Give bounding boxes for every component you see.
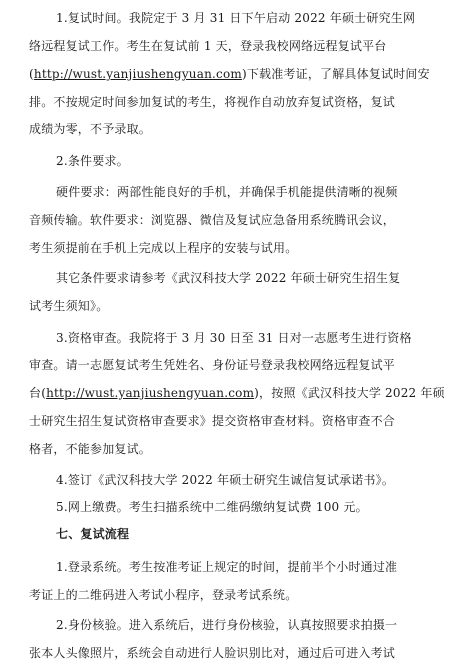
- paragraph-line: 硬件要求：两部性能良好的手机，并确保手机能提供清晰的视频: [56, 185, 398, 199]
- paragraph-line: 考证上的二维码进入考试小程序，登录考试系统。: [29, 588, 298, 602]
- paragraph-line: 格者，不能参加复试。: [29, 442, 152, 456]
- paragraph-line: 士研究生招生复试资格审查要求》提交资格审查材料。资格审查不合: [29, 414, 396, 428]
- paragraph-line: 络远程复试工作。考生在复试前 1 天，登录我校网络远程复试平台: [29, 39, 387, 53]
- paragraph-line: 3.资格审查。我院将于 3 月 30 日至 31 日对一志愿考生进行资格: [56, 331, 412, 345]
- paragraph-line: 排。不按规定时间参加复试的考生，将视作自动放弃复试资格，复试: [29, 95, 396, 109]
- paragraph-line: [0, 66, 450, 82]
- paragraph-line: 考生须提前在手机上完成以上程序的安装与试用。: [29, 241, 298, 255]
- section-heading: 七、复试流程: [56, 527, 130, 541]
- paragraph-line: 张本人头像照片，系统会自动进行人脸识别比对，通过后可进入考试: [29, 646, 396, 660]
- paragraph-line: 2.身份核验。进入系统后，进行身份核验，认真按照要求拍摄一: [56, 618, 398, 632]
- paragraph-line: 音频传输。软件要求：浏览器、微信及复试应急备用系统腾讯会议，: [29, 213, 396, 227]
- text-segment: 台(: [29, 386, 47, 400]
- platform-link[interactable]: http://wust.yanjiushengyuan.com: [33, 67, 242, 81]
- paragraph-line: 其它条件要求请参考《武汉科技大学 2022 年硕士研究生招生复: [56, 271, 401, 285]
- paragraph-line: [0, 385, 450, 401]
- paragraph-line: 1.登录系统。考生按准考证上规定的时间，提前半个小时通过准: [56, 560, 398, 574]
- paragraph-line: 试考生须知》。: [29, 299, 109, 313]
- paragraph-line: 4.签订《武汉科技大学 2022 年硕士研究生诚信复试承诺书》。: [56, 473, 395, 487]
- text-segment: (: [29, 67, 34, 81]
- paragraph-line: 审查。请一志愿复试考生凭姓名、身份证号登录我校网络远程复试平: [29, 358, 396, 372]
- platform-link[interactable]: http://wust.yanjiushengyuan.com: [46, 386, 255, 400]
- paragraph-line: 2.条件要求。: [56, 154, 129, 168]
- text-segment: )下载准考证，了解具体复试时间安: [241, 67, 430, 81]
- text-segment: )，按照《武汉科技大学 2022 年硕: [254, 386, 445, 400]
- paragraph-line: 1.复试时间。我院定于 3 月 31 日下午启动 2022 年硕士研究生网: [56, 11, 416, 25]
- paragraph-line: 5.网上缴费。考生扫描系统中二维码缴纳复试费 100 元。: [56, 500, 368, 514]
- paragraph-line: 成绩为零，不予录取。: [29, 122, 152, 136]
